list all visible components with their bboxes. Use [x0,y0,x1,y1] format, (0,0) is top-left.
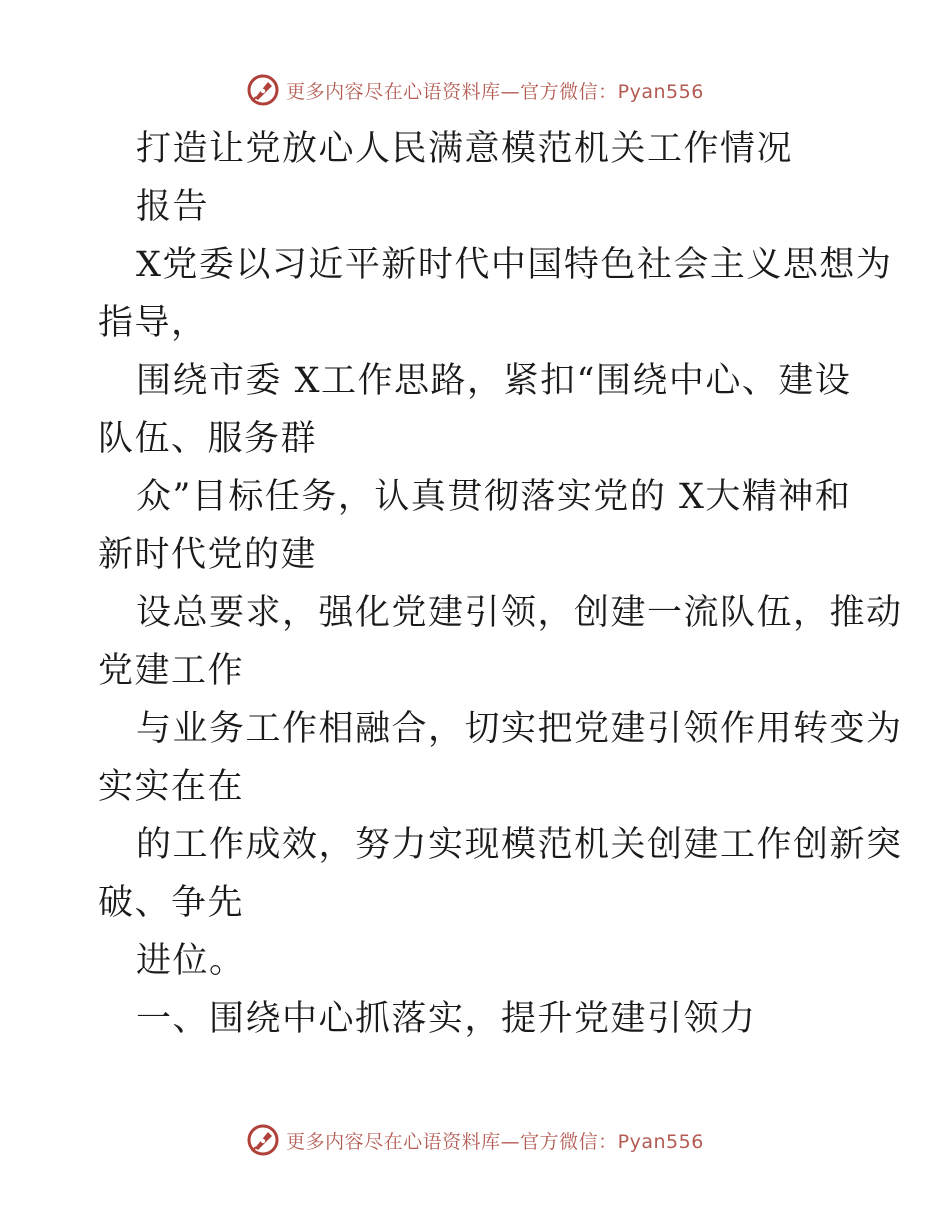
paragraph-line: 的工作成效，努力实现模范机关创建工作创新突 [136,825,903,865]
paragraph-line: 进位。 [136,941,246,981]
paragraph-line: 队伍、服务群 [98,419,318,459]
paragraph-line: 指导， [98,303,208,343]
document-title-line-1: 打造让党放心人民满意模范机关工作情况 [136,129,794,169]
pen-nib-logo-icon [246,1123,280,1157]
section-heading: 一、围绕中心抓落实，提升党建引领力 [136,999,757,1039]
document-title-line-2: 报告 [136,187,210,227]
header-watermark-text: 更多内容尽在心语资料库—官方微信：Pyan556 [286,80,704,103]
footer-watermark [0,1120,950,1160]
paragraph-line: 新时代党的建 [98,535,318,575]
pen-nib-logo-icon [246,73,280,107]
paragraph-line: 设总要求，强化党建引领，创建一流队伍，推动 [136,593,903,633]
document-body [98,120,903,1048]
footer-watermark-text: 更多内容尽在心语资料库—官方微信：Pyan556 [286,1130,704,1153]
paragraph-line: 破、争先 [98,883,245,923]
paragraph-line: 党建工作 [98,651,245,691]
paragraph-line: 众”目标任务，认真贯彻落实党的 X大精神和 [136,477,852,517]
paragraph-line: 与业务工作相融合，切实把党建引领作用转变为 [136,709,903,749]
header-watermark [0,70,950,110]
paragraph-line: 围绕市委 X工作思路，紧扣“围绕中心、建设 [136,361,852,401]
paragraph-line: X党委以习近平新时代中国特色社会主义思想为 [136,245,893,285]
paragraph-line: 实实在在 [98,767,245,807]
